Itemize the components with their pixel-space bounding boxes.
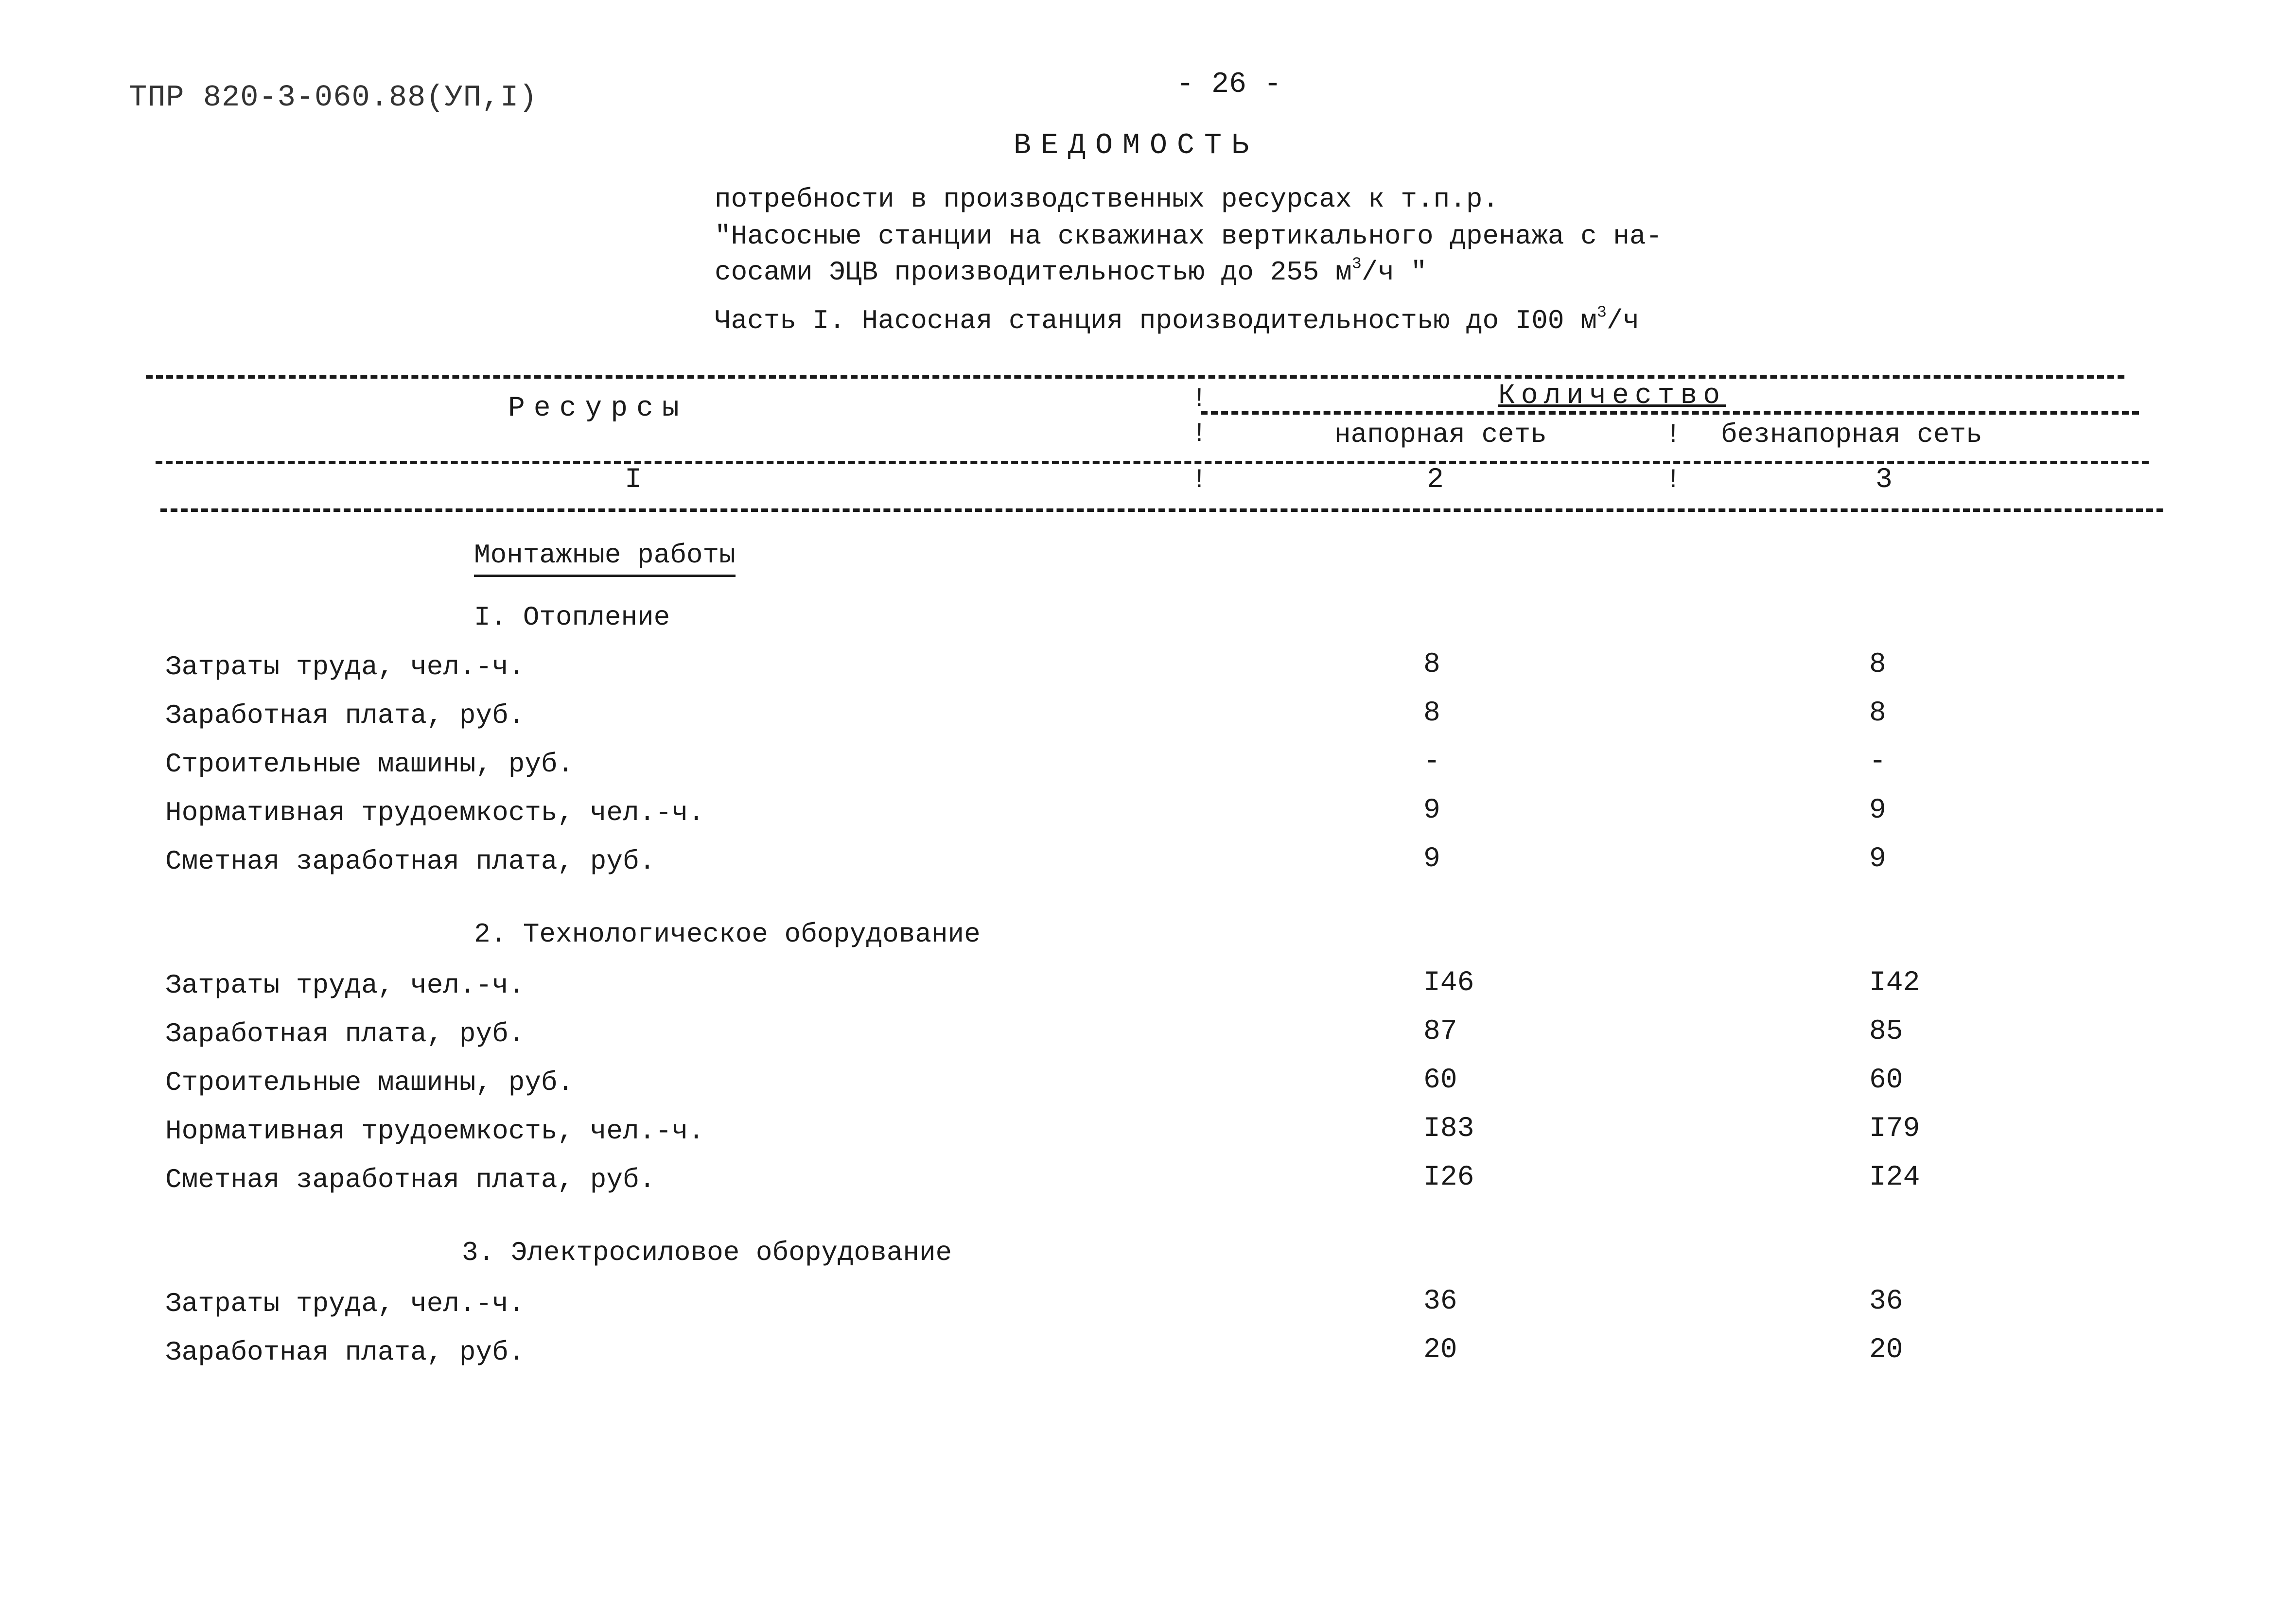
nonpressure-value: 20 bbox=[1869, 1334, 1903, 1366]
section-title: Монтажные работы bbox=[474, 540, 736, 577]
row-label: Затраты труда, чел.-ч. bbox=[165, 1288, 525, 1319]
group-title: I. Отопление bbox=[474, 602, 670, 633]
row-label: Заработная плата, руб. bbox=[165, 1018, 525, 1049]
part-title-sup: 3 bbox=[1596, 303, 1607, 322]
subtitle-line-3-suffix: /ч " bbox=[1361, 257, 1427, 288]
column-number-1: I bbox=[625, 464, 642, 496]
column-separator: ! bbox=[1191, 464, 1208, 495]
nonpressure-value: 9 bbox=[1869, 795, 1886, 826]
pressure-value: 20 bbox=[1423, 1334, 1457, 1366]
nonpressure-value: 36 bbox=[1869, 1286, 1903, 1317]
nonpressure-value: I42 bbox=[1869, 967, 1920, 999]
table-header-bottom-rule bbox=[160, 508, 2163, 512]
row-label: Заработная плата, руб. bbox=[165, 1337, 525, 1368]
row-label: Сметная заработная плата, руб. bbox=[165, 846, 656, 877]
quantity-rule bbox=[1201, 411, 2139, 415]
header-divider-rule bbox=[156, 461, 2149, 464]
subtitle-line-1: потребности в производственных ресурсах к т.п.р. bbox=[715, 184, 1499, 215]
group-title: 2. Технологическое оборудование bbox=[474, 919, 981, 950]
subtitle-line-2: "Насосные станции на скважинах вертикального дренажа с на- bbox=[715, 221, 1663, 252]
part-title-suffix: /ч bbox=[1606, 305, 1640, 336]
column-separator: ! bbox=[1665, 419, 1682, 450]
column-separator: ! bbox=[1191, 383, 1208, 414]
nonpressure-value: - bbox=[1869, 746, 1886, 778]
part-title bbox=[715, 305, 1639, 336]
resources-column-header: Ресурсы bbox=[508, 393, 688, 424]
pressure-value: 36 bbox=[1423, 1286, 1457, 1317]
pressure-value: 60 bbox=[1423, 1065, 1457, 1096]
pressure-value: 8 bbox=[1423, 698, 1440, 729]
column-separator: ! bbox=[1665, 464, 1682, 495]
pressure-value: - bbox=[1423, 746, 1440, 778]
row-label: Сметная заработная плата, руб. bbox=[165, 1164, 656, 1195]
nonpressure-value: 8 bbox=[1869, 649, 1886, 681]
row-label: Строительные машины, руб. bbox=[165, 1067, 574, 1098]
nonpressure-value: 85 bbox=[1869, 1016, 1903, 1048]
pressure-value: 9 bbox=[1423, 843, 1440, 875]
page-number: - 26 - bbox=[1176, 68, 1282, 101]
subtitle-line-3-sup: 3 bbox=[1351, 255, 1362, 274]
pressure-value: I83 bbox=[1423, 1113, 1474, 1145]
table-top-rule bbox=[146, 375, 2124, 379]
part-title-text: Часть I. Насосная станция производительностью до I00 м bbox=[715, 305, 1597, 336]
nonpressure-network-header: безнапорная сеть bbox=[1721, 419, 1982, 450]
row-label: Строительные машины, руб. bbox=[165, 749, 574, 780]
pressure-network-header: напорная сеть bbox=[1334, 419, 1547, 450]
nonpressure-value: 60 bbox=[1869, 1065, 1903, 1096]
quantity-column-header: Количество bbox=[1498, 380, 1726, 412]
row-label: Нормативная трудоемкость, чел.-ч. bbox=[165, 797, 704, 828]
column-number-3: 3 bbox=[1875, 464, 1893, 496]
row-label: Затраты труда, чел.-ч. bbox=[165, 651, 525, 682]
pressure-value: 8 bbox=[1423, 649, 1440, 681]
nonpressure-value: I79 bbox=[1869, 1113, 1920, 1145]
pressure-value: 9 bbox=[1423, 795, 1440, 826]
pressure-value: 87 bbox=[1423, 1016, 1457, 1048]
pressure-value: I26 bbox=[1423, 1162, 1474, 1193]
document-code: ТПР 820-3-060.88(УП,I) bbox=[129, 80, 538, 115]
row-label: Нормативная трудоемкость, чел.-ч. bbox=[165, 1116, 704, 1147]
nonpressure-value: I24 bbox=[1869, 1162, 1920, 1193]
column-separator: ! bbox=[1191, 418, 1208, 449]
row-label: Затраты труда, чел.-ч. bbox=[165, 970, 525, 1001]
pressure-value: I46 bbox=[1423, 967, 1474, 999]
subtitle-line-3 bbox=[715, 257, 1427, 288]
nonpressure-value: 9 bbox=[1869, 843, 1886, 875]
column-number-2: 2 bbox=[1427, 464, 1444, 496]
document-title: ВЕДОМОСТЬ bbox=[1014, 129, 1259, 162]
row-label: Заработная плата, руб. bbox=[165, 700, 525, 731]
subtitle-line-3-text: сосами ЭЦВ производительностью до 255 м bbox=[715, 257, 1352, 288]
group-title: 3. Электросиловое оборудование bbox=[462, 1237, 952, 1268]
nonpressure-value: 8 bbox=[1869, 698, 1886, 729]
